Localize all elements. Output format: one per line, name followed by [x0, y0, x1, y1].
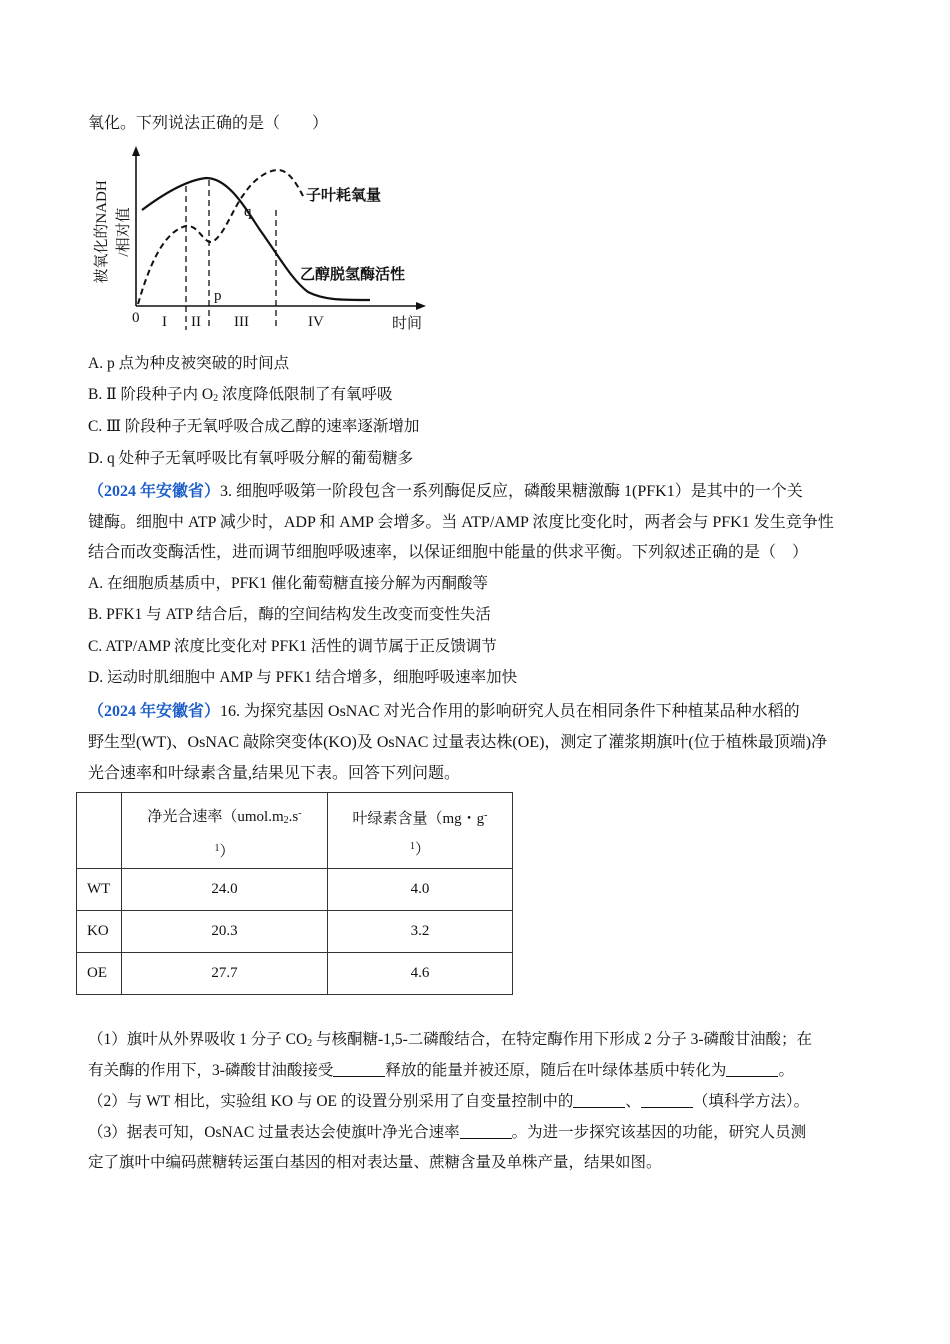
results-table — [76, 792, 513, 995]
row-label-wt: WT — [77, 869, 122, 911]
point-p-label: p — [214, 288, 222, 304]
table-corner-cell — [77, 793, 122, 869]
oxygen-curve-label: 子叶耗氧量 — [306, 187, 382, 204]
q3-option-c: C. ATP/AMP 浓度比变化对 PFK1 活性的调节属于正反馈调节 — [88, 638, 497, 655]
cell-chl-oe: 4.6 — [328, 953, 513, 995]
q3-source-tag: （2024 年安徽省） — [88, 483, 221, 500]
y-axis-arrow — [132, 146, 140, 156]
q16-line-2: 野生型(WT)、OsNAC 敲除突变体(KO)及 OsNAC 过量表达株(OE)，测定了灌浆期旗叶(位于植株最顶端)净 — [88, 734, 828, 751]
answer-blank-4[interactable] — [641, 1093, 693, 1108]
table-header-chlorophyll: 叶绿素含量（mg・g- $^1$） — [328, 793, 513, 869]
row-label-oe: OE — [77, 953, 122, 995]
table-row — [77, 953, 513, 995]
q3-option-d: D. 运动时肌细胞中 AMP 与 PFK1 结合增多，细胞呼吸速率加快 — [88, 669, 518, 686]
x-axis-arrow — [416, 302, 426, 310]
q3-line-2: 键酶。细胞中 ATP 减少时，ADP 和 AMP 会增多。当 ATP/AMP 浓度比变化时，两者会与 PFK1 发生竞争性 — [88, 514, 834, 531]
subq3-line-2: 定了旗叶中编码蔗糖转运蛋白基因的相对表达量、蔗糖含量及单株产量，结果如图。 — [88, 1154, 662, 1171]
table-header-row — [77, 793, 513, 869]
q3-option-a: A. 在细胞质基质中，PFK1 催化葡萄糖直接分解为丙酮酸等 — [88, 575, 489, 592]
answer-blank-5[interactable] — [460, 1124, 512, 1139]
q3-option-b: B. PFK1 与 ATP 结合后，酶的空间结构发生改变而变性失活 — [88, 606, 491, 623]
subq3-line-1: （3）据表可知，OsNAC 过量表达会使旗叶净光合速率 。为进一步探究该基因的功能，研究人员测 — [88, 1124, 807, 1141]
nadh-chart — [88, 140, 448, 340]
q1-option-d: D. q 处种子无氧呼吸比有氧呼吸分解的葡萄糖多 — [88, 450, 414, 467]
q3-line-3: 结合而改变酶活性，进而调节细胞呼吸速率，以保证细胞中能量的供求平衡。下列叙述正确的是（ ） — [88, 544, 809, 561]
subq1-line-2: 有关酶的作用下，3-磷酸甘油酸接受 释放的能量并被还原，随后在叶绿体基质中转化为 。 — [88, 1062, 794, 1079]
oxygen-consumption-curve — [138, 170, 304, 304]
q1-option-b: B. Ⅱ 阶段种子内 $O_2$ 浓度降低限制了有氧呼吸 — [88, 386, 393, 404]
cell-chl-ko: 3.2 — [328, 911, 513, 953]
q3-line-1: （2024 年安徽省）3. 细胞呼吸第一阶段包含一系列酶促反应，磷酸果糖激酶 1(PFK1）是其中的一个关 — [88, 483, 803, 500]
q1-option-a: A. p 点为种皮被突破的时间点 — [88, 355, 290, 372]
row-label-ko: KO — [77, 911, 122, 953]
stage-2-label: II — [191, 314, 201, 330]
origin-label: 0 — [132, 310, 140, 326]
answer-blank-3[interactable] — [573, 1093, 625, 1108]
point-q-label: q — [244, 204, 252, 220]
subq1-line-1: （1）旗叶从外界吸收 1 分子 $CO_2$ 与核酮糖-1,5-二磷酸结合，在特定酶作用下形成 2 分子 3-磷酸甘油酸；在 — [88, 1031, 813, 1049]
x-axis-label: 时间 — [392, 315, 423, 332]
q16-source-tag: （2024 年安徽省） — [88, 703, 221, 720]
table-row — [77, 869, 513, 911]
stage-4-label: IV — [308, 314, 324, 330]
q16-line-3: 光合速率和叶绿素含量,结果见下表。回答下列问题。 — [88, 765, 461, 782]
table-header-rate: 净光合速率（$umol.m_2.s^-$ $^1$） — [122, 793, 328, 869]
cell-rate-oe: 27.7 — [122, 953, 328, 995]
enzyme-curve-label: 乙醇脱氢酶活性 — [300, 266, 406, 283]
subq2-line: （2）与 WT 相比，实验组 KO 与 OE 的设置分别采用了自变量控制中的 、 （填科学方法）。 — [88, 1093, 810, 1110]
cell-rate-ko: 20.3 — [122, 911, 328, 953]
y-axis-label-2: /相对值 — [116, 207, 132, 257]
answer-blank-1[interactable] — [333, 1062, 385, 1077]
y-axis-label-1: 被氧化的NADH — [94, 180, 110, 284]
question-intro: 氧化。下列说法正确的是（ ） — [88, 115, 329, 132]
answer-blank-2[interactable] — [726, 1062, 778, 1077]
q1-option-c: C. Ⅲ 阶段种子无氧呼吸合成乙醇的速率逐渐增加 — [88, 418, 420, 435]
cell-chl-wt: 4.0 — [328, 869, 513, 911]
table-row — [77, 911, 513, 953]
q16-line-1: （2024 年安徽省）16. 为探究基因 OsNAC 对光合作用的影响研究人员在相同条件下种植某品种水稻的 — [88, 703, 800, 720]
stage-1-label: I — [162, 314, 167, 330]
stage-3-label: III — [234, 314, 249, 330]
cell-rate-wt: 24.0 — [122, 869, 328, 911]
